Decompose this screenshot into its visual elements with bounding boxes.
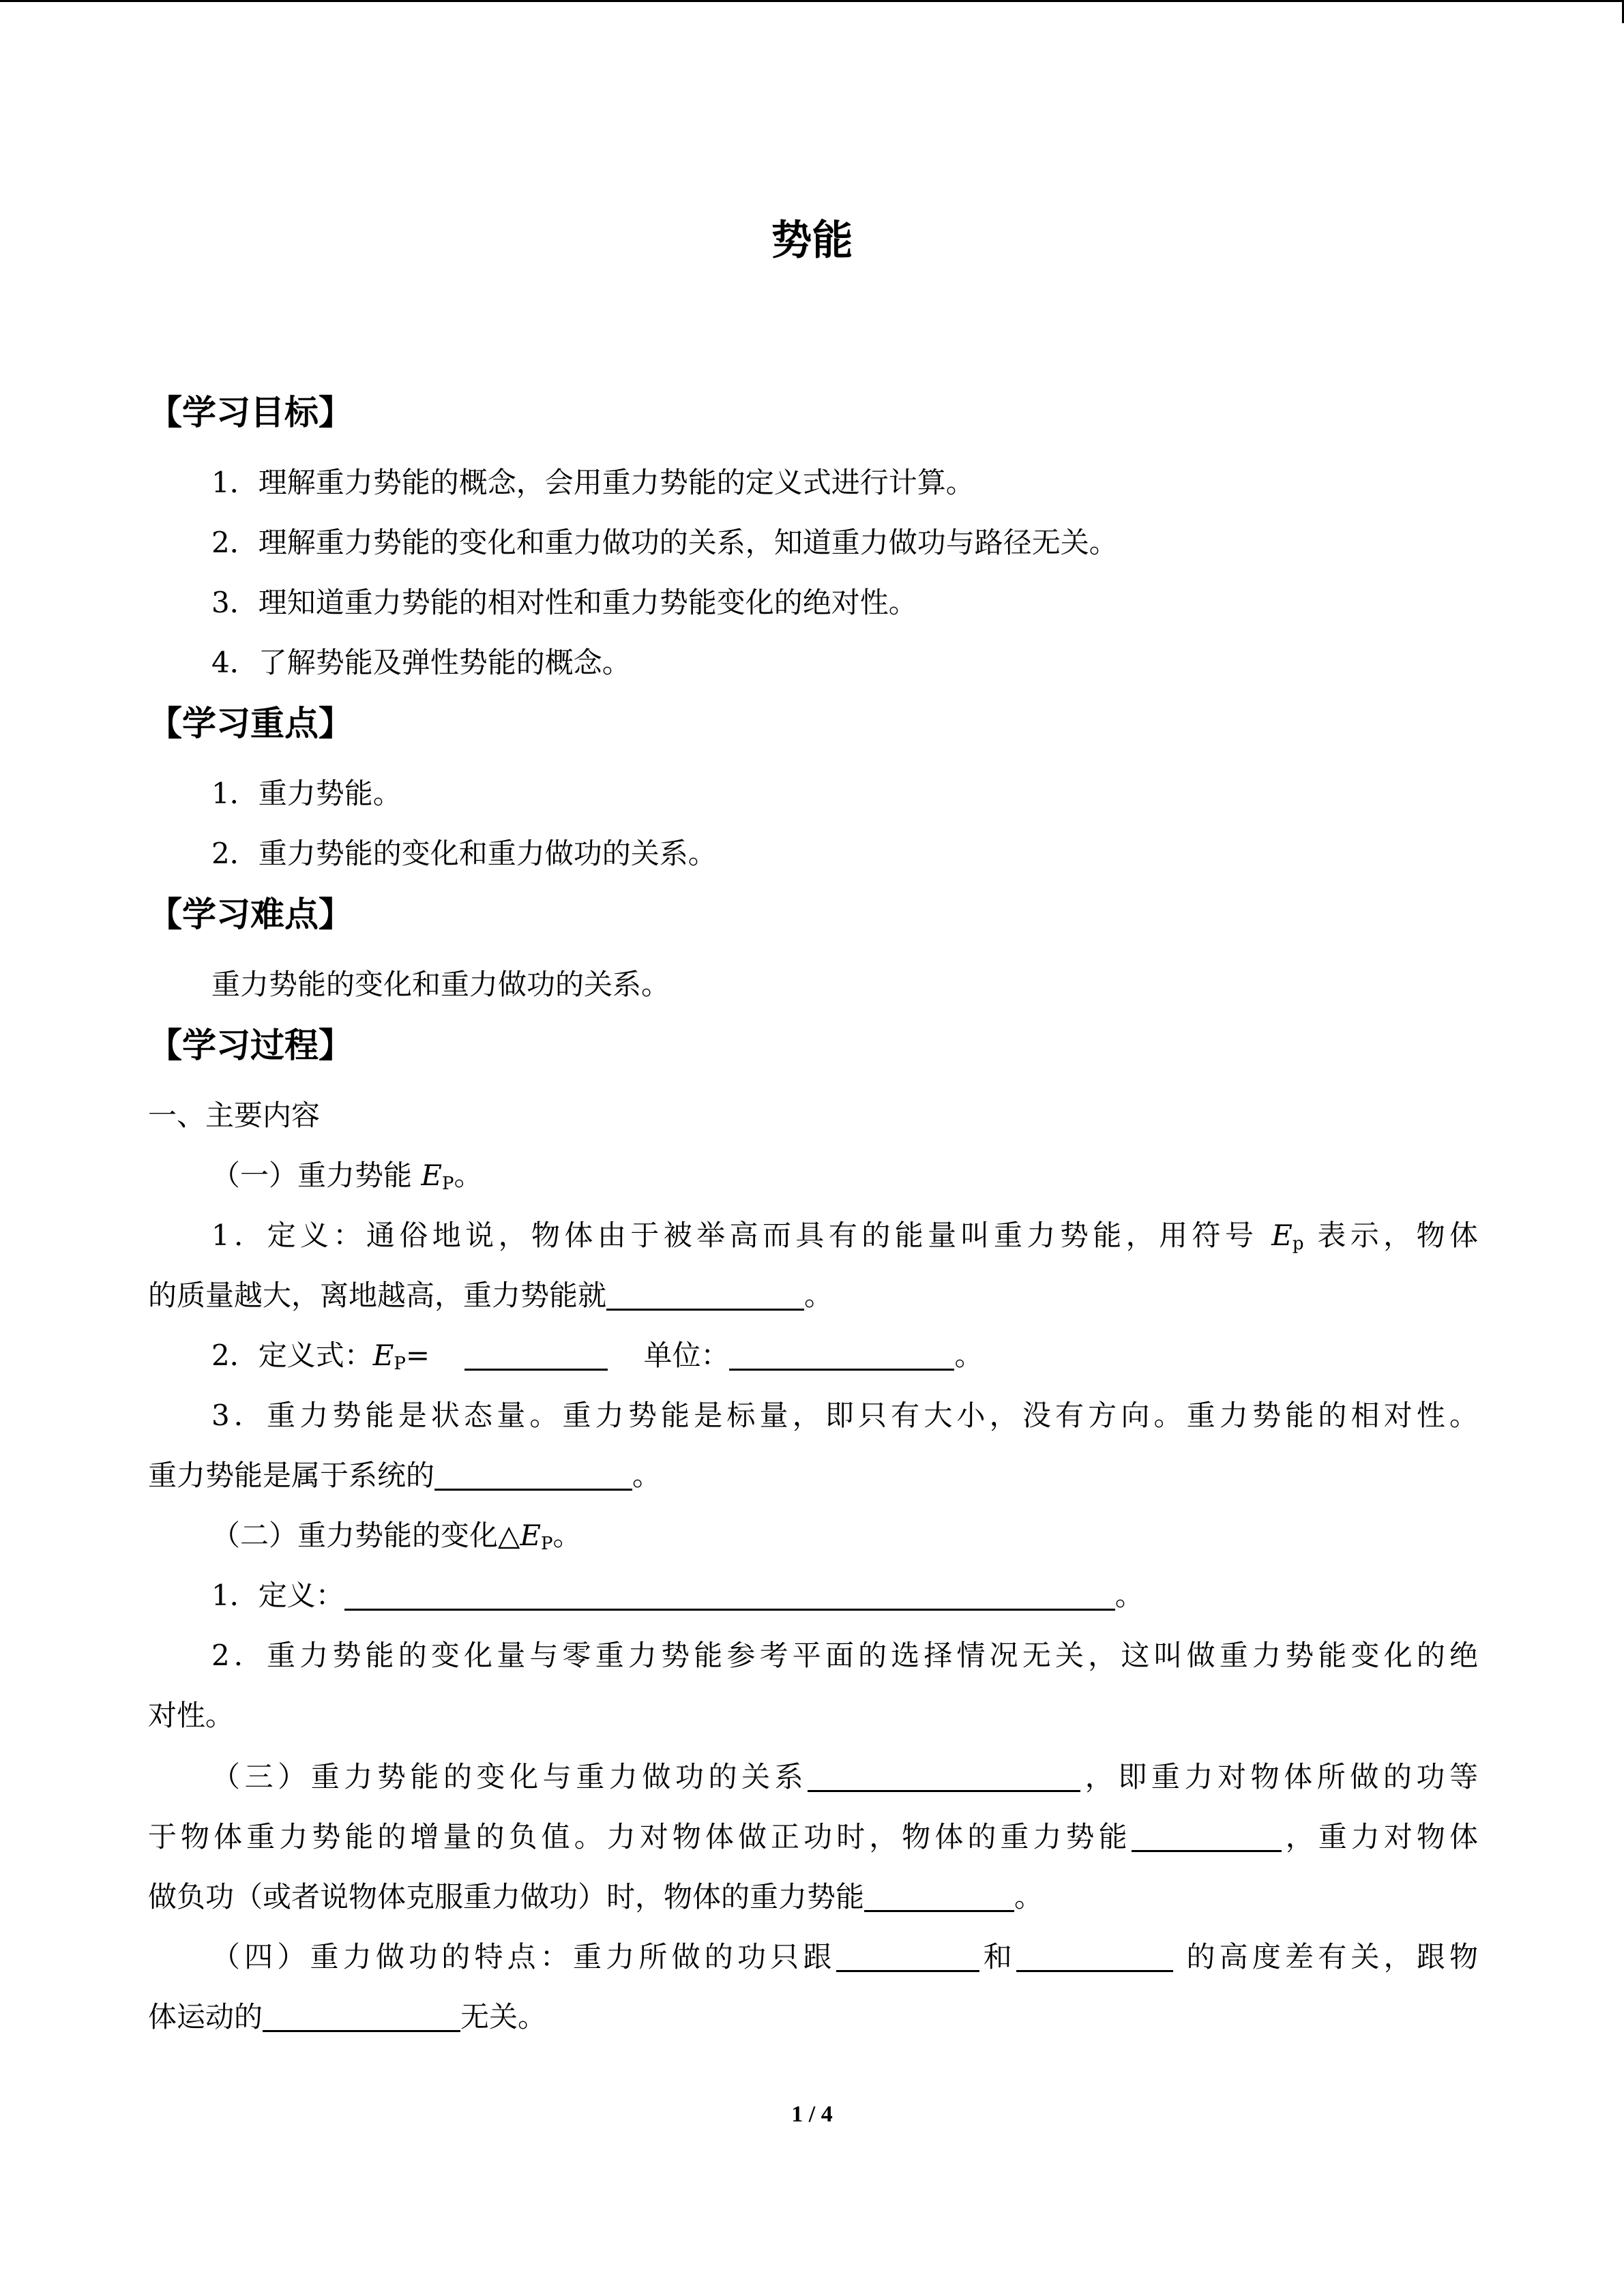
fill-blank[interactable]: [729, 1340, 954, 1371]
subsection-energy-change: （二）重力势能的变化$\triangle E_P$。: [211, 1519, 582, 1554]
work-relation-line-2: 于物体重力势能的增量的负值。力对物体做正功时，物体的重力势能 ，重力对物体: [148, 1820, 1478, 1853]
fill-blank[interactable]: [836, 1941, 979, 1972]
work-relation-line: （三）重力势能的变化与重力做功的关系 ，即重力对物体所做的功等: [211, 1760, 1478, 1793]
definition-line: 1．定义：通俗地说，物体由于被举高而具有的能量叫重力势能，用符号 $E_p$ 表示，物体: [211, 1219, 1479, 1254]
change-absolute-line-continued: 对性。: [148, 1699, 235, 1732]
work-relation-line-3: 做负功（或者说物体克服重力做功）时，物体的重力势能 。: [148, 1880, 1044, 1913]
key-point-item: 2．重力势能的变化和重力做功的关系。: [211, 837, 717, 870]
objective-item: 3．理知道重力势能的相对性和重力势能变化的绝对性。: [211, 586, 917, 619]
formula-line: 2．定义式：$E_P=$ 单位： 。: [211, 1339, 984, 1374]
fill-blank[interactable]: [606, 1280, 804, 1311]
change-definition-line: 1．定义： 。: [211, 1579, 1144, 1612]
top-border-line: [0, 0, 1624, 2]
objectives-heading: 【学习目标】: [148, 393, 353, 432]
change-absolute-line: 2．重力势能的变化量与零重力势能参考平面的选择情况无关，这叫做重力势能变化的绝: [211, 1639, 1478, 1672]
document-body: [148, 382, 1478, 2047]
fill-blank[interactable]: [1016, 1941, 1173, 1972]
state-quantity-line-continued: 重力势能是属于系统的 。: [148, 1459, 662, 1492]
objective-item: 4．了解势能及弹性势能的概念。: [211, 646, 631, 679]
process-heading: 【学习过程】: [148, 1026, 353, 1065]
page-number: 1 / 4: [791, 2102, 833, 2127]
state-quantity-line: 3．重力势能是状态量。重力势能是标量，即只有大小，没有方向。重力势能的相对性。: [211, 1399, 1478, 1432]
gravity-work-feature-line-continued: 体运动的 无关。: [148, 2000, 547, 2033]
key-point-item: 1．重力势能。: [211, 777, 402, 810]
key-points-heading: 【学习重点】: [148, 704, 353, 743]
difficulty-text: 重力势能的变化和重力做功的关系。: [211, 968, 670, 1001]
fill-blank[interactable]: [344, 1580, 1115, 1611]
subsection-potential-energy: （一）重力势能 $E_P$。: [211, 1159, 483, 1194]
fill-blank[interactable]: [464, 1340, 608, 1371]
objective-item: 2．理解重力势能的变化和重力做功的关系，知道重力做功与路径无关。: [211, 526, 1118, 559]
objective-item: 1．理解重力势能的概念，会用重力势能的定义式进行计算。: [211, 466, 975, 499]
page-title: 势能: [771, 217, 853, 265]
gravity-work-feature-line: （四）重力做功的特点：重力所做的功只跟 和 的高度差有关，跟物: [211, 1940, 1478, 1973]
fill-blank[interactable]: [808, 1761, 1080, 1792]
fill-blank[interactable]: [1132, 1821, 1282, 1852]
fill-blank[interactable]: [263, 2001, 460, 2032]
definition-line-continued: 的质量越大，离地越高，重力势能就 。: [148, 1279, 833, 1312]
fill-blank[interactable]: [864, 1881, 1014, 1912]
fill-blank[interactable]: [434, 1460, 632, 1491]
difficulties-heading: 【学习难点】: [148, 895, 353, 934]
part-one-heading: 一、主要内容: [148, 1099, 321, 1132]
